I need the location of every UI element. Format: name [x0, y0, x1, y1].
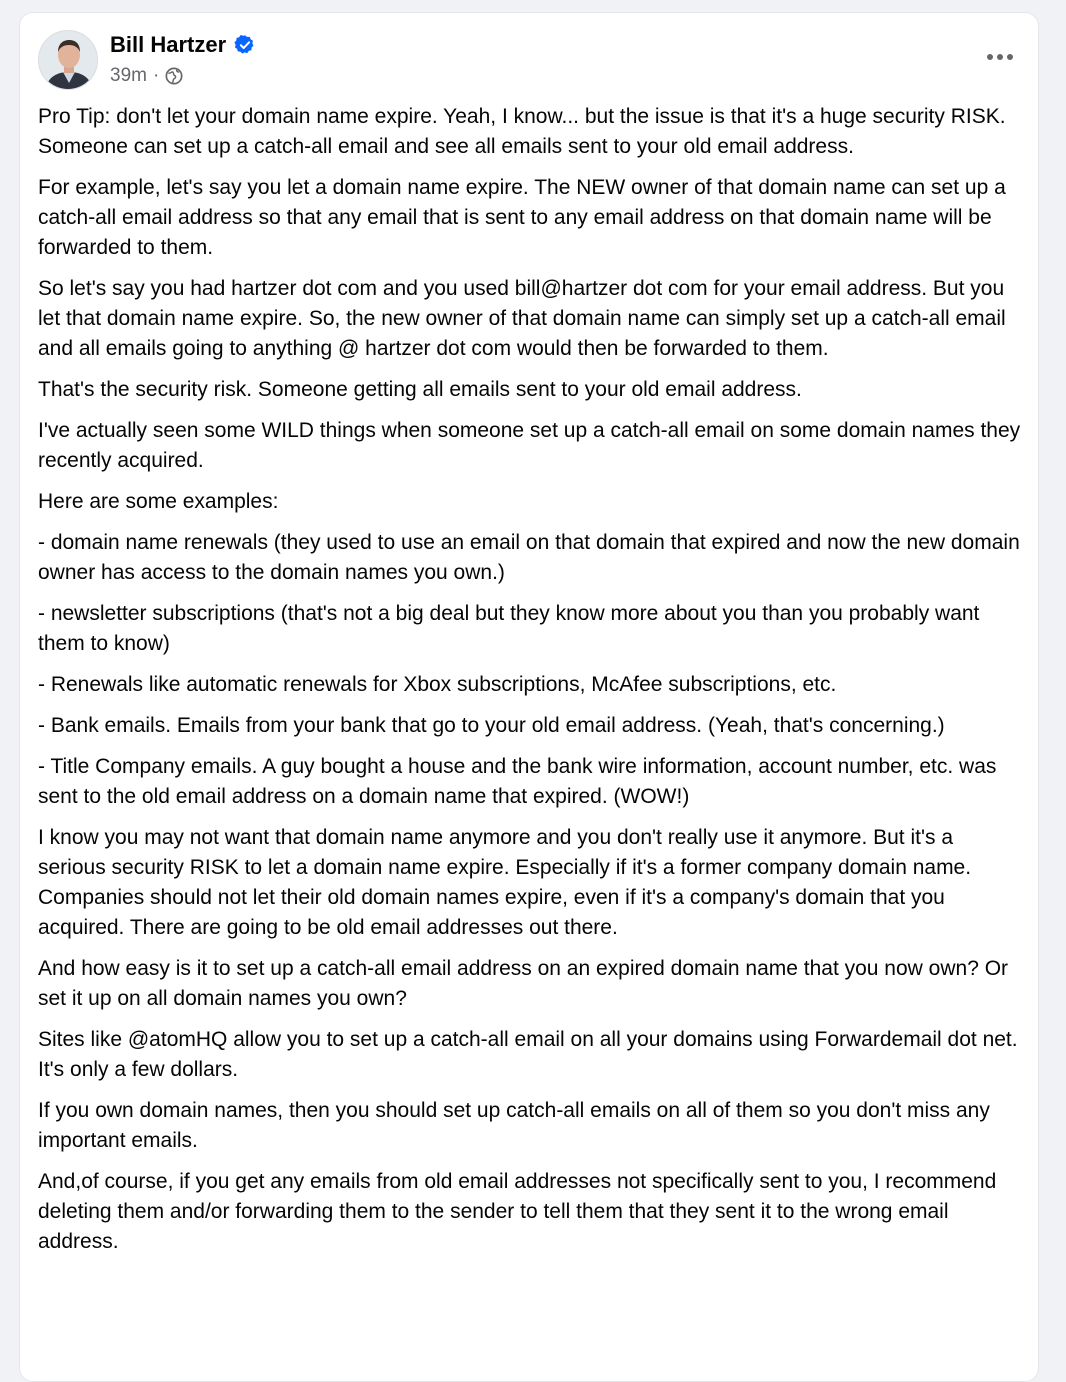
more-options-button[interactable]	[980, 39, 1020, 75]
post-paragraph: - Bank emails. Emails from your bank that go to your old email address. (Yeah, that's concerning.)	[38, 714, 945, 737]
verified-badge-icon	[234, 34, 256, 56]
post-paragraph: I've actually seen some WILD things when someone set up a catch-all email on some domain names they recently acquired.	[38, 419, 1021, 472]
post-paragraph: - domain name renewals (they used to use an email on that domain that expired and now the new domain owner has access to the domain names you own.)	[38, 531, 1020, 584]
more-options-icon-dot	[987, 54, 993, 60]
post-body	[38, 102, 1026, 1268]
more-options-icon-dot	[1007, 54, 1013, 60]
more-options-icon-dot	[997, 54, 1003, 60]
post-paragraph: For example, let's say you let a domain name expire. The NEW owner of that domain name can set up a catch-all email address so that any email that is sent to any email address on that domain name will be forwarded to them.	[38, 176, 1006, 259]
post-paragraph: I know you may not want that domain name anymore and you don't really use it anymore. But it's a serious security RISK to let a domain name expire. Especially if it's a former company domain name. Companies should not let their old domain names expire, even if it's a company's domain that you acquired. There are going to be old email addresses out there.	[38, 826, 972, 939]
author-name[interactable]: Bill Hartzer	[110, 32, 227, 57]
post-paragraph: So let's say you had hartzer dot com and you used bill@hartzer dot com for your email address. But you let that domain name expire. So, the new owner of that domain name can simply set up a catch-all email and all emails going to anything @ hartzer dot com would then be forwarded to them.	[38, 277, 1006, 360]
author-avatar[interactable]	[38, 30, 98, 90]
globe-icon[interactable]	[165, 67, 183, 85]
post-paragraph: - newsletter subscriptions (that's not a big deal but they know more about you than you probably want them to know)	[38, 602, 980, 655]
post-card	[19, 12, 1039, 1382]
author-line	[110, 32, 256, 58]
post-paragraph: Sites like @atomHQ allow you to set up a catch-all email on all your domains using Forwardemail dot net. It's only a few dollars.	[38, 1028, 1018, 1081]
post-paragraph: Here are some examples:	[38, 490, 279, 513]
post-paragraph: That's the security risk. Someone getting all emails sent to your old email address.	[38, 378, 802, 401]
post-paragraph: And,of course, if you get any emails from old email addresses not specifically sent to you, I recommend deleting them and/or forwarding them to the sender to tell them that they sent it to the wrong email address.	[38, 1170, 997, 1253]
post-timestamp[interactable]: 39m	[110, 65, 147, 86]
post-paragraph: If you own domain names, then you should set up catch-all emails on all of them so you don't miss any important emails.	[38, 1099, 990, 1152]
post-header	[20, 13, 1038, 103]
avatar-photo	[39, 31, 98, 90]
meta-separator: ·	[152, 65, 160, 86]
post-paragraph: Pro Tip: don't let your domain name expire. Yeah, I know... but the issue is that it's a huge security RISK. Someone can set up a catch-all email and see all emails sent to your old email address.	[38, 105, 1006, 158]
post-paragraph: And how easy is it to set up a catch-all email address on an expired domain name that you now own? Or set it up on all domain names you own?	[38, 957, 1009, 1010]
post-paragraph: - Title Company emails. A guy bought a house and the bank wire information, account number, etc. was sent to the old email address on a domain name that expired. (WOW!)	[38, 755, 997, 808]
post-meta	[110, 64, 183, 88]
post-paragraph: - Renewals like automatic renewals for Xbox subscriptions, McAfee subscriptions, etc.	[38, 673, 837, 696]
